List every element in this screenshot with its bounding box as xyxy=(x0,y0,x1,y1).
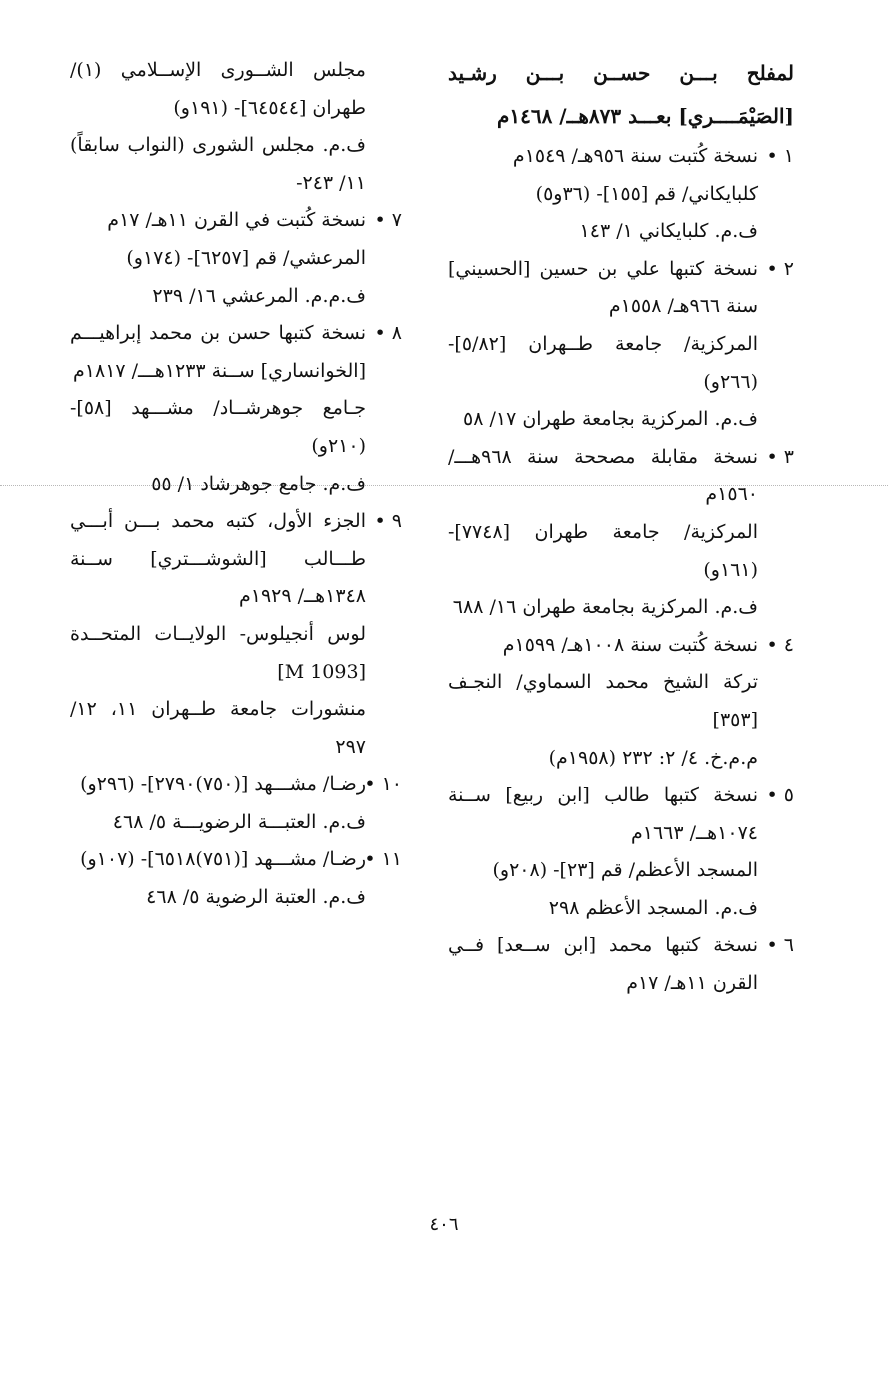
entry-number: ١ • xyxy=(766,145,794,167)
manuscript-entry xyxy=(70,841,402,916)
entry-line: ف.م. المسجد الأعظم ٢٩٨ xyxy=(548,896,758,919)
entry-line: كلبايكاني/ قم [١٥٥]- (٣٦و٥) xyxy=(535,182,758,205)
entry-line: نسخة كتبها محمد [ابن ســعد] فــي القرن ١١هـ/ ١٧م xyxy=(448,934,758,995)
entry-line: ف.م. العتبـــة الرضويـــة ٥/ ٤٦٨ xyxy=(112,810,366,833)
entry-number: ٧ • xyxy=(374,209,402,232)
entry-line: ف.م. المركزية بجامعة طهران ١٦/ ٦٨٨ xyxy=(452,596,758,619)
entry-line: المركزية/ جامعة طهران [٧٧٤٨]- (١٦١و) xyxy=(448,520,758,581)
entry-line: جـامع جوهرشــاد/ مشـــهد [٥٨]- (٢١٠و) xyxy=(70,397,366,457)
entry-number: ٥ • xyxy=(766,784,794,807)
right-entries-list xyxy=(448,138,794,1003)
manuscript-entry xyxy=(70,202,402,315)
entry-line: نسخة كتبها طالب [ابن ربيع] ســنة ١٠٧٤هــ/ ١٦٦٣م xyxy=(448,784,758,844)
right-column xyxy=(448,52,794,1003)
entry-line: الجزء الأول، كتبه محمد بـــن أبـــي طـــالب [الشوشـــتري] ســنة ١٣٤٨هــ/ ١٩٢٩م xyxy=(70,510,366,608)
entry-line: نسخة كُتبت في القرن ١١هـ/ ١٧م xyxy=(107,209,366,232)
entry-line: نسخة كُتبت سنة ٩٥٦هـ/ ١٥٤٩م xyxy=(512,145,758,167)
entry-line: نسخة مقابلة مصححة سنة ٩٦٨هـــ/ ١٥٦٠م xyxy=(448,445,758,506)
manuscript-entry xyxy=(448,627,794,777)
entry-line: لوس أنجيلوس- الولايــات المتحــدة [M 1093] xyxy=(70,622,366,683)
entry-line: المركزية/ جامعة طــهران [٥/٨٢]- (٢٦٦و) xyxy=(448,332,758,393)
entry-line: رضـا/ مشـــهد [(٧٥٠)٢٧٩٠]- (٢٩٦و) xyxy=(80,773,366,796)
entry-line: ف.م. المركزية بجامعة طهران ١٧/ ٥٨ xyxy=(463,408,758,431)
entry-line: منشورات جامعة طــهران ١١، ١٢/ ٢٩٧ xyxy=(70,698,367,758)
page-number: ٤٠٦ xyxy=(429,1214,459,1235)
entry-number: ٩ • xyxy=(374,510,402,533)
author-heading: لمفلح بـــن حســن بـــن رشـيد [الصَيْمَــــري] بعـــد ٨٧٣هــ/ ١٤٦٨م xyxy=(448,61,794,128)
entry-line: م.م.خ. ٤/ ٢: ٢٣٢ (١٩٥٨م) xyxy=(548,746,758,769)
manuscript-entry xyxy=(70,503,402,766)
manuscript-entry xyxy=(448,439,794,627)
left-entries-list xyxy=(70,202,402,916)
entry-line: تركة الشيخ محمد السماوي/ النجـف [٣٥٣] xyxy=(448,671,758,731)
entry-line: نسخة كتبها حسن بن محمد إبراهيـــم [الخوانساري] ســنة ١٢٣٣هـــ/ ١٨١٧م xyxy=(70,322,366,382)
continuation-line: ف.م. مجلس الشورى (النواب سابقاً) ١١/ ٢٤٣- xyxy=(70,134,366,194)
manuscript-entry xyxy=(448,251,794,439)
manuscript-entry xyxy=(70,766,402,841)
entry-line: نسخة كُتبت سنة ١٠٠٨هـ/ ١٥٩٩م xyxy=(502,633,758,656)
manuscript-entry xyxy=(70,315,402,503)
entry-number: ٣ • xyxy=(766,445,794,468)
entry-line: المسجد الأعظم/ قم [٢٣]- (٢٠٨و) xyxy=(492,859,758,882)
entry-number: ٢ • xyxy=(766,257,794,280)
manuscript-entry xyxy=(448,927,794,1002)
entry-line: ف.م. جامع جوهرشاد ١/ ٥٥ xyxy=(151,472,366,495)
entry-number: ٦ • xyxy=(766,934,794,957)
manuscript-entry xyxy=(448,138,794,251)
entry-line: ف.م.م. المرعشي ١٦/ ٢٣٩ xyxy=(152,284,366,307)
entry-line: رضـا/ مشـــهد [(٧٥١)٦٥١٨]- (١٠٧و) xyxy=(80,848,366,871)
entry-line: ف.م. العتبة الرضوية ٥/ ٤٦٨ xyxy=(146,886,366,909)
entry-line: ف.م. كلبايكاني ١/ ١٤٣ xyxy=(579,220,758,243)
entry-number: ٤ • xyxy=(766,633,794,656)
manuscript-entry xyxy=(448,777,794,927)
continuation-block xyxy=(70,52,402,202)
entry-number: ١١ • xyxy=(364,848,402,871)
entry-line: نسخة كتبها علي بن حسين [الحسيني] سنة ٩٦٦هـ/ ١٥٥٨م xyxy=(448,257,758,318)
continuation-line: مجلس الشــورى الإســلامي (١)/ طهران [٦٤٥٤٤]- (١٩١و) xyxy=(70,59,366,119)
left-column xyxy=(70,52,402,917)
entry-number: ١٠ • xyxy=(364,773,402,796)
entry-line: المرعشي/ قم [٦٢٥٧]- (١٧٤و) xyxy=(126,246,366,269)
entry-number: ٨ • xyxy=(374,322,402,345)
